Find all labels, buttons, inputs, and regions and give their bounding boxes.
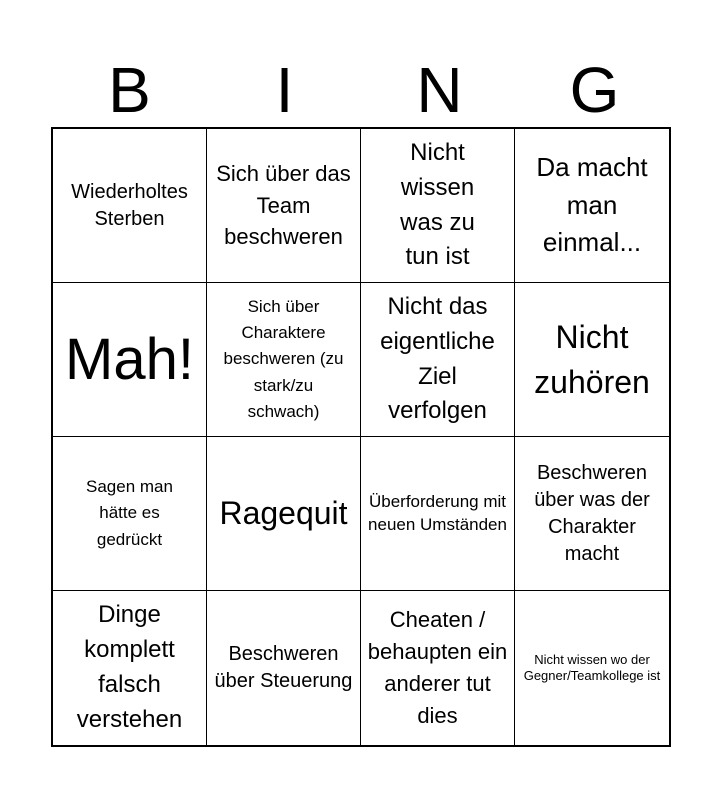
header-letter-b: B bbox=[108, 54, 151, 126]
cell-text: Beschweren über Steuerung bbox=[214, 643, 353, 692]
bingo-cell[interactable] bbox=[53, 591, 207, 745]
bingo-cell[interactable] bbox=[361, 591, 515, 745]
bingo-cell[interactable] bbox=[53, 283, 207, 437]
header-letter-n: N bbox=[416, 54, 463, 126]
header-letter-g: G bbox=[569, 54, 620, 126]
bingo-board bbox=[51, 127, 671, 747]
bingo-cell[interactable] bbox=[207, 129, 361, 283]
bingo-cell[interactable] bbox=[207, 283, 361, 437]
bingo-cell[interactable] bbox=[53, 437, 207, 591]
cell-text: Mah! bbox=[65, 326, 194, 392]
bingo-cell[interactable] bbox=[361, 283, 515, 437]
bingo-cell[interactable] bbox=[515, 591, 669, 745]
bingo-cell[interactable] bbox=[515, 129, 669, 283]
bingo-cell[interactable] bbox=[207, 591, 361, 745]
cell-text: Cheaten / behaupten ein anderer tut dies bbox=[367, 607, 508, 728]
cell-text: Nicht wissen was zu tun ist bbox=[400, 138, 475, 271]
header-letter-i: I bbox=[275, 54, 294, 126]
cell-text: Überforderung mit neuen Umständen bbox=[368, 491, 507, 534]
cell-text: Ragequit bbox=[219, 495, 348, 532]
cell-text: Da macht man einmal... bbox=[536, 151, 648, 258]
cell-text: Sagen man hätte es gedrückt bbox=[86, 476, 173, 549]
bingo-cell[interactable] bbox=[515, 437, 669, 591]
cell-text: Beschweren über was der Charakter macht bbox=[534, 461, 650, 565]
cell-text: Sich über Charaktere beschweren (zu stark/zu schwach) bbox=[223, 296, 344, 422]
cell-text: Nicht wissen wo der Gegner/Teamkollege ist bbox=[523, 651, 661, 683]
bingo-cell[interactable] bbox=[515, 283, 669, 437]
bingo-cell[interactable] bbox=[207, 437, 361, 591]
bingo-header bbox=[52, 52, 672, 128]
cell-text: Nicht das eigentliche Ziel verfolgen bbox=[380, 292, 495, 425]
cell-text: Nicht zuhören bbox=[534, 318, 650, 400]
bingo-cell[interactable] bbox=[53, 129, 207, 283]
cell-text: Wiederholtes Sterben bbox=[71, 180, 188, 230]
cell-text: Dinge komplett falsch verstehen bbox=[76, 601, 183, 733]
bingo-cell[interactable] bbox=[361, 437, 515, 591]
cell-text: Sich über das Team beschweren bbox=[216, 160, 351, 250]
bingo-cell[interactable] bbox=[361, 129, 515, 283]
